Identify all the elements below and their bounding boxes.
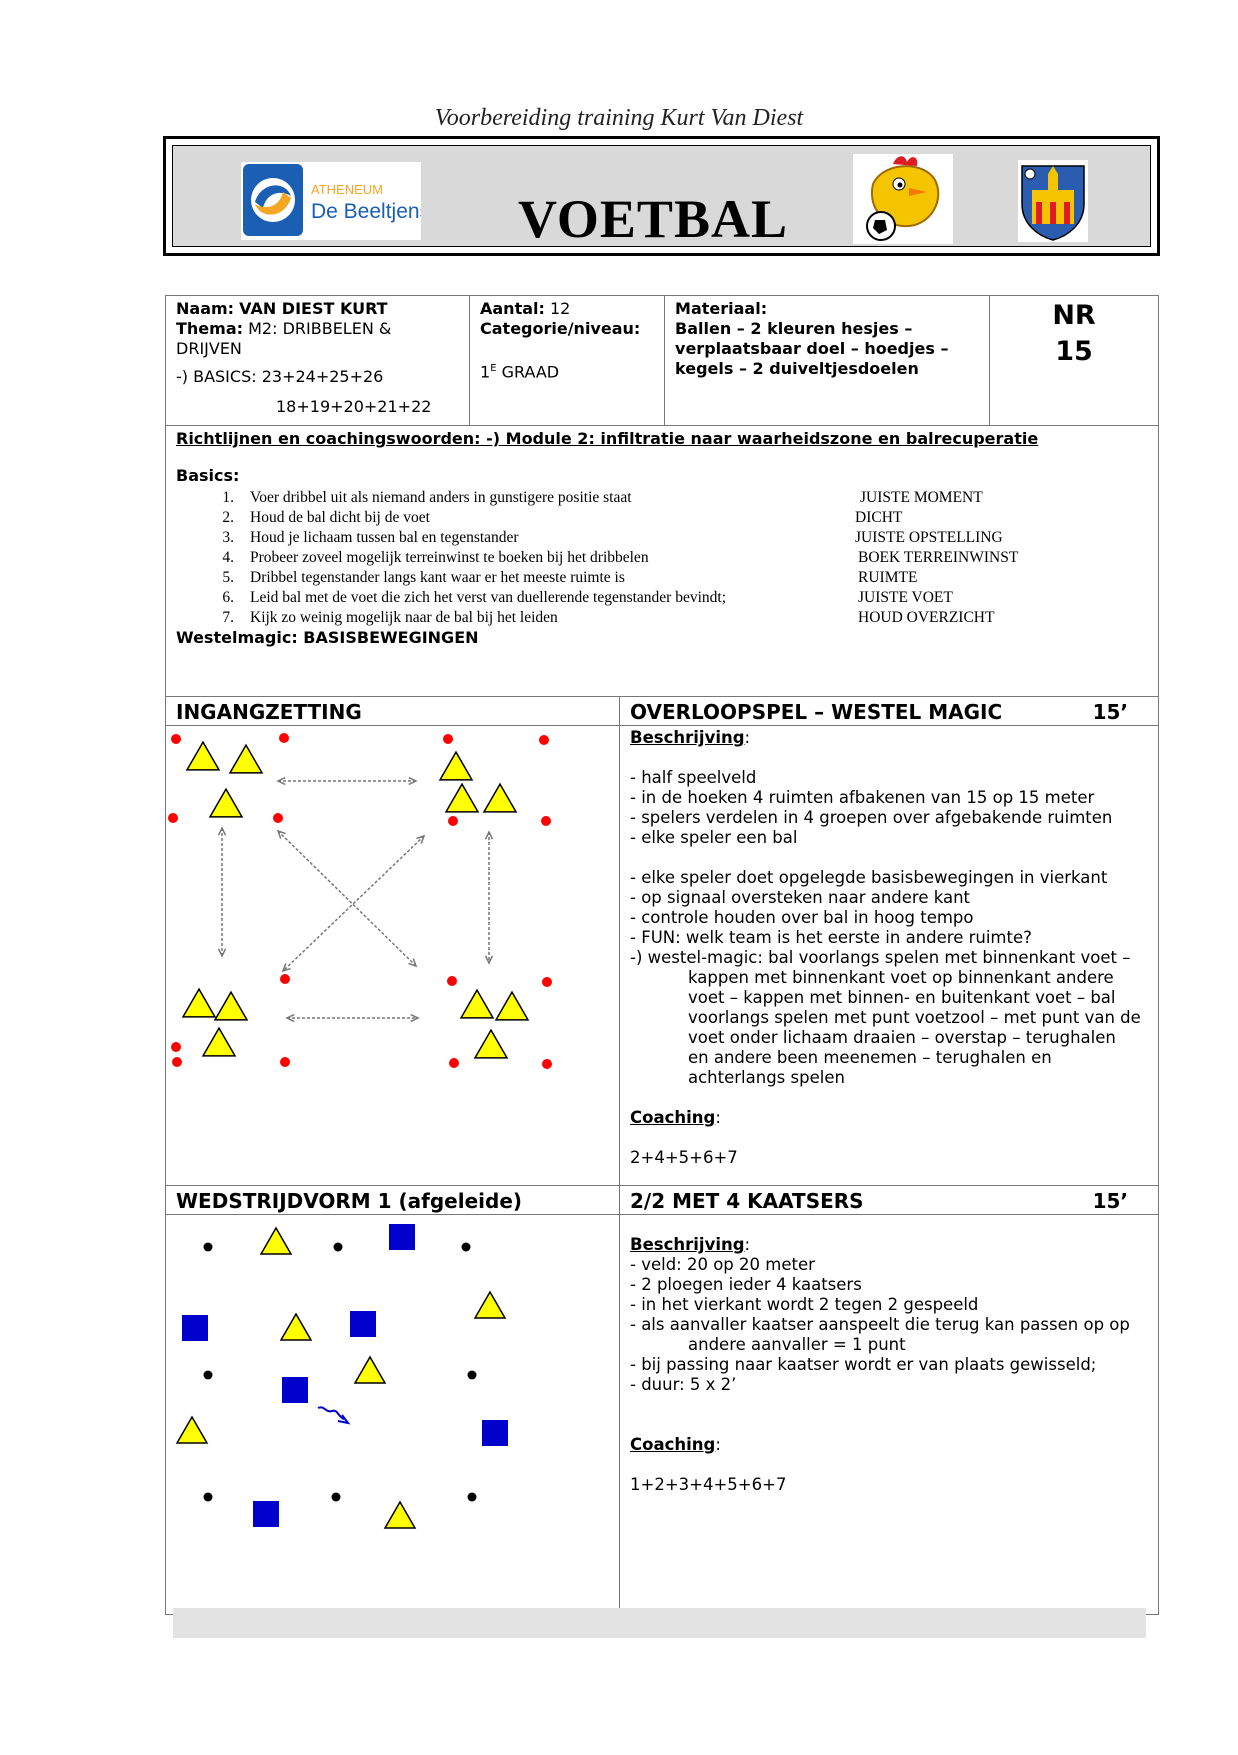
description-line: - 2 ploegen ieder 4 kaatsers — [630, 1275, 862, 1294]
red-marker — [539, 735, 549, 745]
basics-item-keyword: RUIMTE — [858, 569, 918, 586]
description-line: - controle houden over bal in hoog tempo — [630, 908, 974, 927]
svg-text:De Beeltjens: De Beeltjens — [311, 200, 421, 223]
movement-arrow — [278, 831, 416, 966]
cone-marker — [215, 992, 247, 1020]
kaatser-marker — [204, 1243, 213, 1252]
basics-item-text: Voer dribbel uit als niemand anders in gunstigere positie staat — [250, 489, 632, 506]
description-line: - bij passing naar kaatser wordt er van plaats gewisseld; — [630, 1355, 1097, 1374]
session-number-cell: NR 15 — [990, 296, 1159, 426]
basics-item-text: Kijk zo weinig mogelijk naar de bal bij het leiden — [250, 609, 558, 626]
basics-item-keyword: DICHT — [855, 509, 903, 526]
svg-text:ATHENEUM: ATHENEUM — [311, 182, 383, 197]
section1-left-header: INGANGZETTING — [166, 697, 620, 726]
basics-item-number: 3. — [222, 529, 234, 546]
kaatser-marker — [468, 1371, 477, 1380]
guidelines-title: Richtlijnen en coachingswoorden: -) Module 2: infiltratie naar waarheidszone en balrecuperatie — [176, 429, 1039, 448]
basics-item — [176, 508, 1148, 528]
kaatser-marker — [468, 1493, 477, 1502]
cone-marker — [261, 1228, 291, 1254]
description-line: -) westel-magic: bal voorlangs spelen met binnenkant voet – — [630, 948, 1131, 967]
red-marker — [541, 816, 551, 826]
basics-item — [176, 588, 1148, 608]
basics-item-number: 5. — [222, 569, 234, 586]
basics-item — [176, 528, 1148, 548]
basics-item — [176, 608, 1148, 628]
training-sheet-table — [165, 295, 1159, 1615]
player-square — [482, 1420, 508, 1446]
cone-marker — [484, 784, 516, 812]
info-player-cell: Naam: VAN DIEST KURT Thema: M2: DRIBBELEN & DRIJVEN -) BASICS: 23+24+25+26 18+19+20+21+22 — [166, 296, 470, 426]
cone-marker — [281, 1314, 311, 1340]
title-banner — [163, 136, 1160, 256]
description-line: voorlangs spelen met punt voetzool – met punt van de — [688, 1008, 1141, 1027]
cone-marker — [177, 1417, 207, 1443]
info-group-cell: Aantal: 12 Categorie/niveau: $1^E$ GRAAD — [470, 296, 665, 426]
cone-marker — [461, 990, 493, 1018]
description-line: - elke speler een bal — [630, 828, 798, 847]
cone-marker — [385, 1502, 415, 1528]
info-material-cell: Materiaal: Ballen – 2 kleuren hesjes – verplaatsbaar doel – hoedjes – kegels – 2 duiveltjesdoelen — [665, 296, 990, 426]
basics-item-keyword: JUISTE OPSTELLING — [855, 529, 1003, 546]
basics-item-keyword: JUISTE MOMENT — [860, 489, 983, 506]
cone-marker — [187, 742, 219, 770]
kaatser-marker — [462, 1243, 471, 1252]
crossing-drill-diagram — [166, 726, 618, 1181]
basics-numbers: -) BASICS: 23+24+25+26 — [176, 367, 384, 386]
description-line: - in de hoeken 4 ruimten afbakenen van 15 op 15 meter — [630, 788, 1095, 807]
player-square — [253, 1501, 279, 1527]
description-line: - als aanvaller kaatser aanspeelt die terug kan passen op op — [630, 1315, 1130, 1334]
basics-item — [176, 488, 1148, 508]
description-line: - veld: 20 op 20 meter — [630, 1255, 815, 1274]
description-line: - FUN: welk team is het eerste in andere ruimte? — [630, 928, 1032, 947]
cone-marker — [496, 992, 528, 1020]
basics-item-number: 1. — [222, 489, 234, 506]
red-marker — [448, 816, 458, 826]
cone-marker — [355, 1357, 385, 1383]
description-line: - elke speler doet opgelegde basisbewegingen in vierkant — [630, 868, 1108, 887]
description-line: achterlangs spelen — [688, 1068, 845, 1087]
cone-marker — [210, 789, 242, 817]
red-marker — [172, 1057, 182, 1067]
red-marker — [280, 1057, 290, 1067]
basics-item-text: Houd de bal dicht bij de voet — [250, 509, 430, 526]
section2-right-header: 2/2 MET 4 KAATSERS 15’ — [620, 1186, 1159, 1215]
basics-item-number: 4. — [222, 549, 234, 566]
basics-item-keyword: JUISTE VOET — [858, 589, 953, 606]
section1-description-cell: Beschrijving: - half speelveld - in de hoeken 4 ruimten afbakenen van 15 op 15 meter - spelers verdelen in 4 groepen over afgebakende ruimten - elke speler een bal - elke speler doet opgelegde basisbewegingen in vierkant - op signaal oversteken naar andere kant - controle houden over bal in hoog tempo - FUN: welk team is het eerste in andere ruimte? -) westel-magic: bal voorlangs spelen met binnenkant voet – kappen met binnenkant voet op binnenkant andere voet – kappen met binnen- en buitenkant voet – bal voorlangs spelen met punt voetzool – met punt van de voet onder lichaam draaien – overstap – terughalen en andere been meenemen – terughalen en achterlangs spelen Coaching: 2+4+5+6+7 — [620, 726, 1159, 1186]
guidelines-cell: Richtlijnen en coachingswoorden: -) Module 2: infiltratie naar waarheidszone en balrecuperatie Basics: 1. Voer dribbel uit als niemand anders in gunstigere positie staat JUISTE MOMENT 2. Houd de bal dicht bij de voet DICHT 3. Houd je lichaam tussen bal en tegenstander JUISTE OPSTELLING 4. Probeer zoveel mogelijk terreinwinst te boeken bij het dribbelen BOEK TERREINWINST 5. Dribbel tegenstander langs kant waar er het meeste ruimte is RUIMTE 6. Leid bal met de voet die zich het verst van duellerende tegenstander bevindt; JUISTE VOET 7. Kijk zo weinig mogelijk naar de bal bij het leiden HOUD OVERZICHT Westelmagic: BASISBEWEGINGEN — [166, 426, 1159, 697]
kaatser-marker — [204, 1371, 213, 1380]
section1-diagram-cell — [166, 726, 620, 1186]
section1-right-header: OVERLOOPSPEL – WESTEL MAGIC 15’ — [620, 697, 1159, 726]
city-crest — [1018, 160, 1088, 242]
basics-item-text: Leid bal met de voet die zich het verst van duellerende tegenstander bevindt; — [250, 589, 727, 606]
basics-item-keyword: BOEK TERREINWINST — [858, 549, 1019, 566]
description-line: - in het vierkant wordt 2 tegen 2 gespeeld — [630, 1295, 979, 1314]
cone-marker — [203, 1028, 235, 1056]
basics-item-text: Probeer zoveel mogelijk terreinwinst te boeken bij het dribbelen — [250, 549, 649, 566]
cone-marker — [446, 784, 478, 812]
red-marker — [280, 974, 290, 984]
red-marker — [449, 1058, 459, 1068]
basics-item-text: Houd je lichaam tussen bal en tegenstander — [250, 529, 519, 546]
cone-marker — [475, 1292, 505, 1318]
basics-item — [176, 548, 1148, 568]
basics-item-number: 7. — [222, 609, 234, 626]
kaatser-marker — [332, 1493, 341, 1502]
section2-description-cell: Beschrijving: - veld: 20 op 20 meter - 2 ploegen ieder 4 kaatsers - in het vierkant wordt 2 tegen 2 gespeeld - als aanvaller kaatser aanspeelt die terug kan passen op op andere aanvaller = 1 punt - bij passing naar kaatser wordt er van plaats gewisseld; - duur: 5 x 2’ Coaching: 1+2+3+4+5+6+7 — [620, 1215, 1159, 1615]
description-line: - half speelveld — [630, 768, 757, 787]
cone-marker — [475, 1030, 507, 1058]
description-line: en andere been meenemen – terughalen en — [688, 1048, 1052, 1067]
red-marker — [279, 733, 289, 743]
dribble-arrow — [318, 1407, 344, 1419]
page-title: VOETBAL — [518, 189, 788, 249]
section2-diagram-cell — [166, 1215, 620, 1615]
basics-item — [176, 568, 1148, 588]
description-line: voet – kappen met binnen- en buitenkant voet – bal — [688, 988, 1116, 1007]
kaatser-marker — [204, 1493, 213, 1502]
basics-item-number: 2. — [222, 509, 234, 526]
red-marker — [542, 1059, 552, 1069]
school-logo — [241, 162, 421, 240]
description-line: - op signaal oversteken naar andere kant — [630, 888, 971, 907]
player-square — [282, 1377, 308, 1403]
red-marker — [443, 734, 453, 744]
section2-left-header: WEDSTRIJDVORM 1 (afgeleide) — [166, 1186, 620, 1215]
basics-item-text: Dribbel tegenstander langs kant waar er het meeste ruimte is — [250, 569, 625, 586]
description-line: kappen met binnenkant voet op binnenkant andere — [688, 968, 1114, 987]
red-marker — [171, 734, 181, 744]
description-line: - spelers verdelen in 4 groepen over afgebakende ruimten — [630, 808, 1113, 827]
player-square — [350, 1311, 376, 1337]
cone-marker — [440, 752, 472, 780]
description-line: - duur: 5 x 2’ — [630, 1375, 737, 1394]
basics-item-number: 6. — [222, 589, 234, 606]
document-header: Voorbereiding training Kurt Van Diest — [434, 105, 804, 131]
cone-marker — [230, 745, 262, 773]
basics-item-keyword: HOUD OVERZICHT — [858, 609, 995, 626]
kaatser-marker — [334, 1243, 343, 1252]
cone-marker — [183, 989, 215, 1017]
mascot-logo — [853, 154, 953, 244]
red-marker — [447, 976, 457, 986]
red-marker — [171, 1042, 181, 1052]
red-marker — [542, 977, 552, 987]
red-marker — [168, 813, 178, 823]
player-square — [389, 1224, 415, 1250]
game-form-diagram — [166, 1215, 618, 1610]
footer-bar — [173, 1608, 1146, 1638]
red-marker — [273, 813, 283, 823]
player-square — [182, 1315, 208, 1341]
basics-list — [176, 488, 1148, 628]
description-line: andere aanvaller = 1 punt — [688, 1335, 906, 1354]
description-line: voet onder lichaam draaien – overstap – terughalen — [688, 1028, 1116, 1047]
